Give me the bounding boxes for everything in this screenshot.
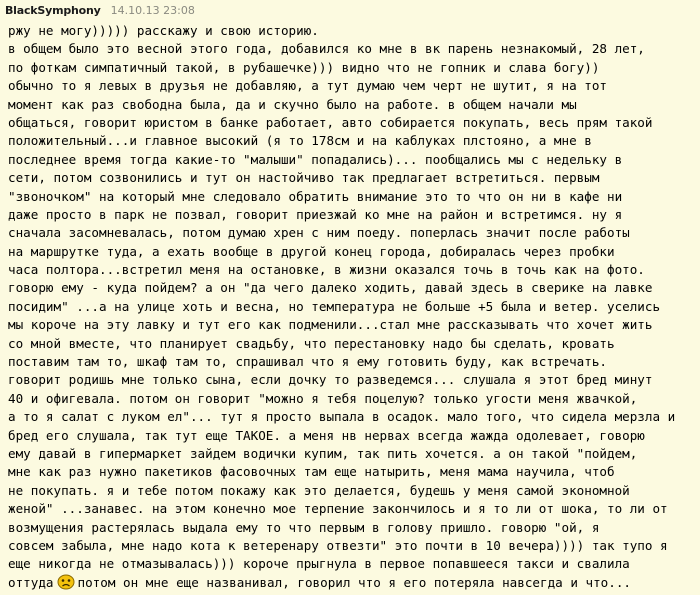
post-line: сети, потом созвонились и тут он настойчиво так предлагает встретиться. первым xyxy=(8,170,600,186)
post-line: мне как раз нужно пакетиков фасовочных там еще натырить, меня мама научила, чтоб xyxy=(8,464,615,480)
post-line: момент как раз свободна была, да и скучно было на работе. в общем начали мы xyxy=(8,96,577,112)
post-line: а то я салат с луком ел"... тут я просто выпала в осадок. мало того, что сидела мерзла и xyxy=(8,409,676,425)
post-line: часа полтора...встретил меня на остановке, в жизни оказался точь в точь как на фото. xyxy=(8,262,645,278)
post-last-line xyxy=(8,574,698,592)
post-line: в общем было это весной этого года, добавился ко мне в вк парень незнакомый, 28 лет, xyxy=(8,41,645,57)
post-line: со мной вместе, что планирует свадьбу, что перестановку надо бы сделать, кровать xyxy=(8,335,615,351)
post-line: обычно то я левых в друзья не добавляю, а тут думаю чем черт не шутит, я на тот xyxy=(8,78,607,94)
post-line: женой" ...занавес. на этом конечно мое терпение закончилось и я то ли от шока, то ли от xyxy=(8,501,668,517)
post-header xyxy=(5,4,195,20)
sad-smiley-icon xyxy=(57,574,75,590)
post-line: не покупать. я и тебе потом покажу как это делается, будешь у меня самой экономной xyxy=(8,482,630,498)
post-line: мы короче на эту лавку и тут его как подменили...стал мне рассказывать что хочет жить xyxy=(8,317,653,333)
post-line: "звоночком" на который мне следовало обратить внимание это то что он ни в кафе ни xyxy=(8,188,623,204)
post-line: последнее время тогда какие-то "малыши" попадались)... пообщались мы с недельку в xyxy=(8,151,623,167)
post-timestamp: 14.10.13 23:08 xyxy=(110,4,195,17)
post-line: положительный...и главное высокий (я то 178см и на каблуках плстояно, а мне в xyxy=(8,133,592,149)
post-line: возмущения растерялась выдала ему то что первым в голову пришло. говорю "ой, я xyxy=(8,519,600,535)
post-line: по фоткам симпатичный такой, в рубашечке))) видно что не гопник и слава богу)) xyxy=(8,59,600,75)
post-line: говорю ему - куда пойдем? а он "да чего далеко ходить, давай здесь в сверике на лавке xyxy=(8,280,653,296)
post-line: посидим" ...а на улице хоть и весна, но температура не больше +5 была и ветер. уселись xyxy=(8,298,661,314)
post-line: ржу не могу))))) расскажу и свою историю. xyxy=(8,23,319,38)
post-body xyxy=(8,22,698,592)
post-line: 40 и офигевала. потом он говорит "можно я тебя поцелую? только угости меня жвачкой, xyxy=(8,390,638,406)
post-author[interactable]: BlackSymphony xyxy=(5,4,101,17)
post-line: общаться, говорит юристом в банке работает, авто собирается покупать, весь прям такой xyxy=(8,114,653,130)
last-line-end: потом он мне еще названивал, говорил что я его потеряла навсегда и что... xyxy=(77,574,631,590)
post-line: ему давай в гипермаркет зайдем водички купим, так пить хочется. а он такой "пойдем, xyxy=(8,445,638,461)
last-line-start: оттуда xyxy=(8,574,54,590)
post-line: даже просто в парк не позвал, говорит приезжай ко мне на район и встретимся. ну я xyxy=(8,206,623,222)
post-line: на маршрутке туда, а ехать вообще в другой конец города, добиралась через пробки xyxy=(8,243,615,259)
post-line: говорит родишь мне только сына, если дочку то разведемся... слушала я этот бред минут xyxy=(8,372,653,388)
post-line: сначала засомневалась, потом думаю хрен с ним поеду. поперлась значит после работы xyxy=(8,225,630,241)
post-line: поставим там то, шкаф там то, спрашивал что я ему готовить буду, как встречать. xyxy=(8,354,607,370)
post-line: совсем забыла, мне надо кота к ветеренару отвезти" это почти в 10 вечера)))) так тупо я xyxy=(8,537,668,553)
post-line: еще никогда не отмазывалась))) короче прыгнула в первое попавшееся такси и свалила xyxy=(8,556,630,572)
post-line: бред его слушала, так тут еще ТАКОЕ. а меня нв нервах всегда жажда одолевает, говорю xyxy=(8,427,645,443)
